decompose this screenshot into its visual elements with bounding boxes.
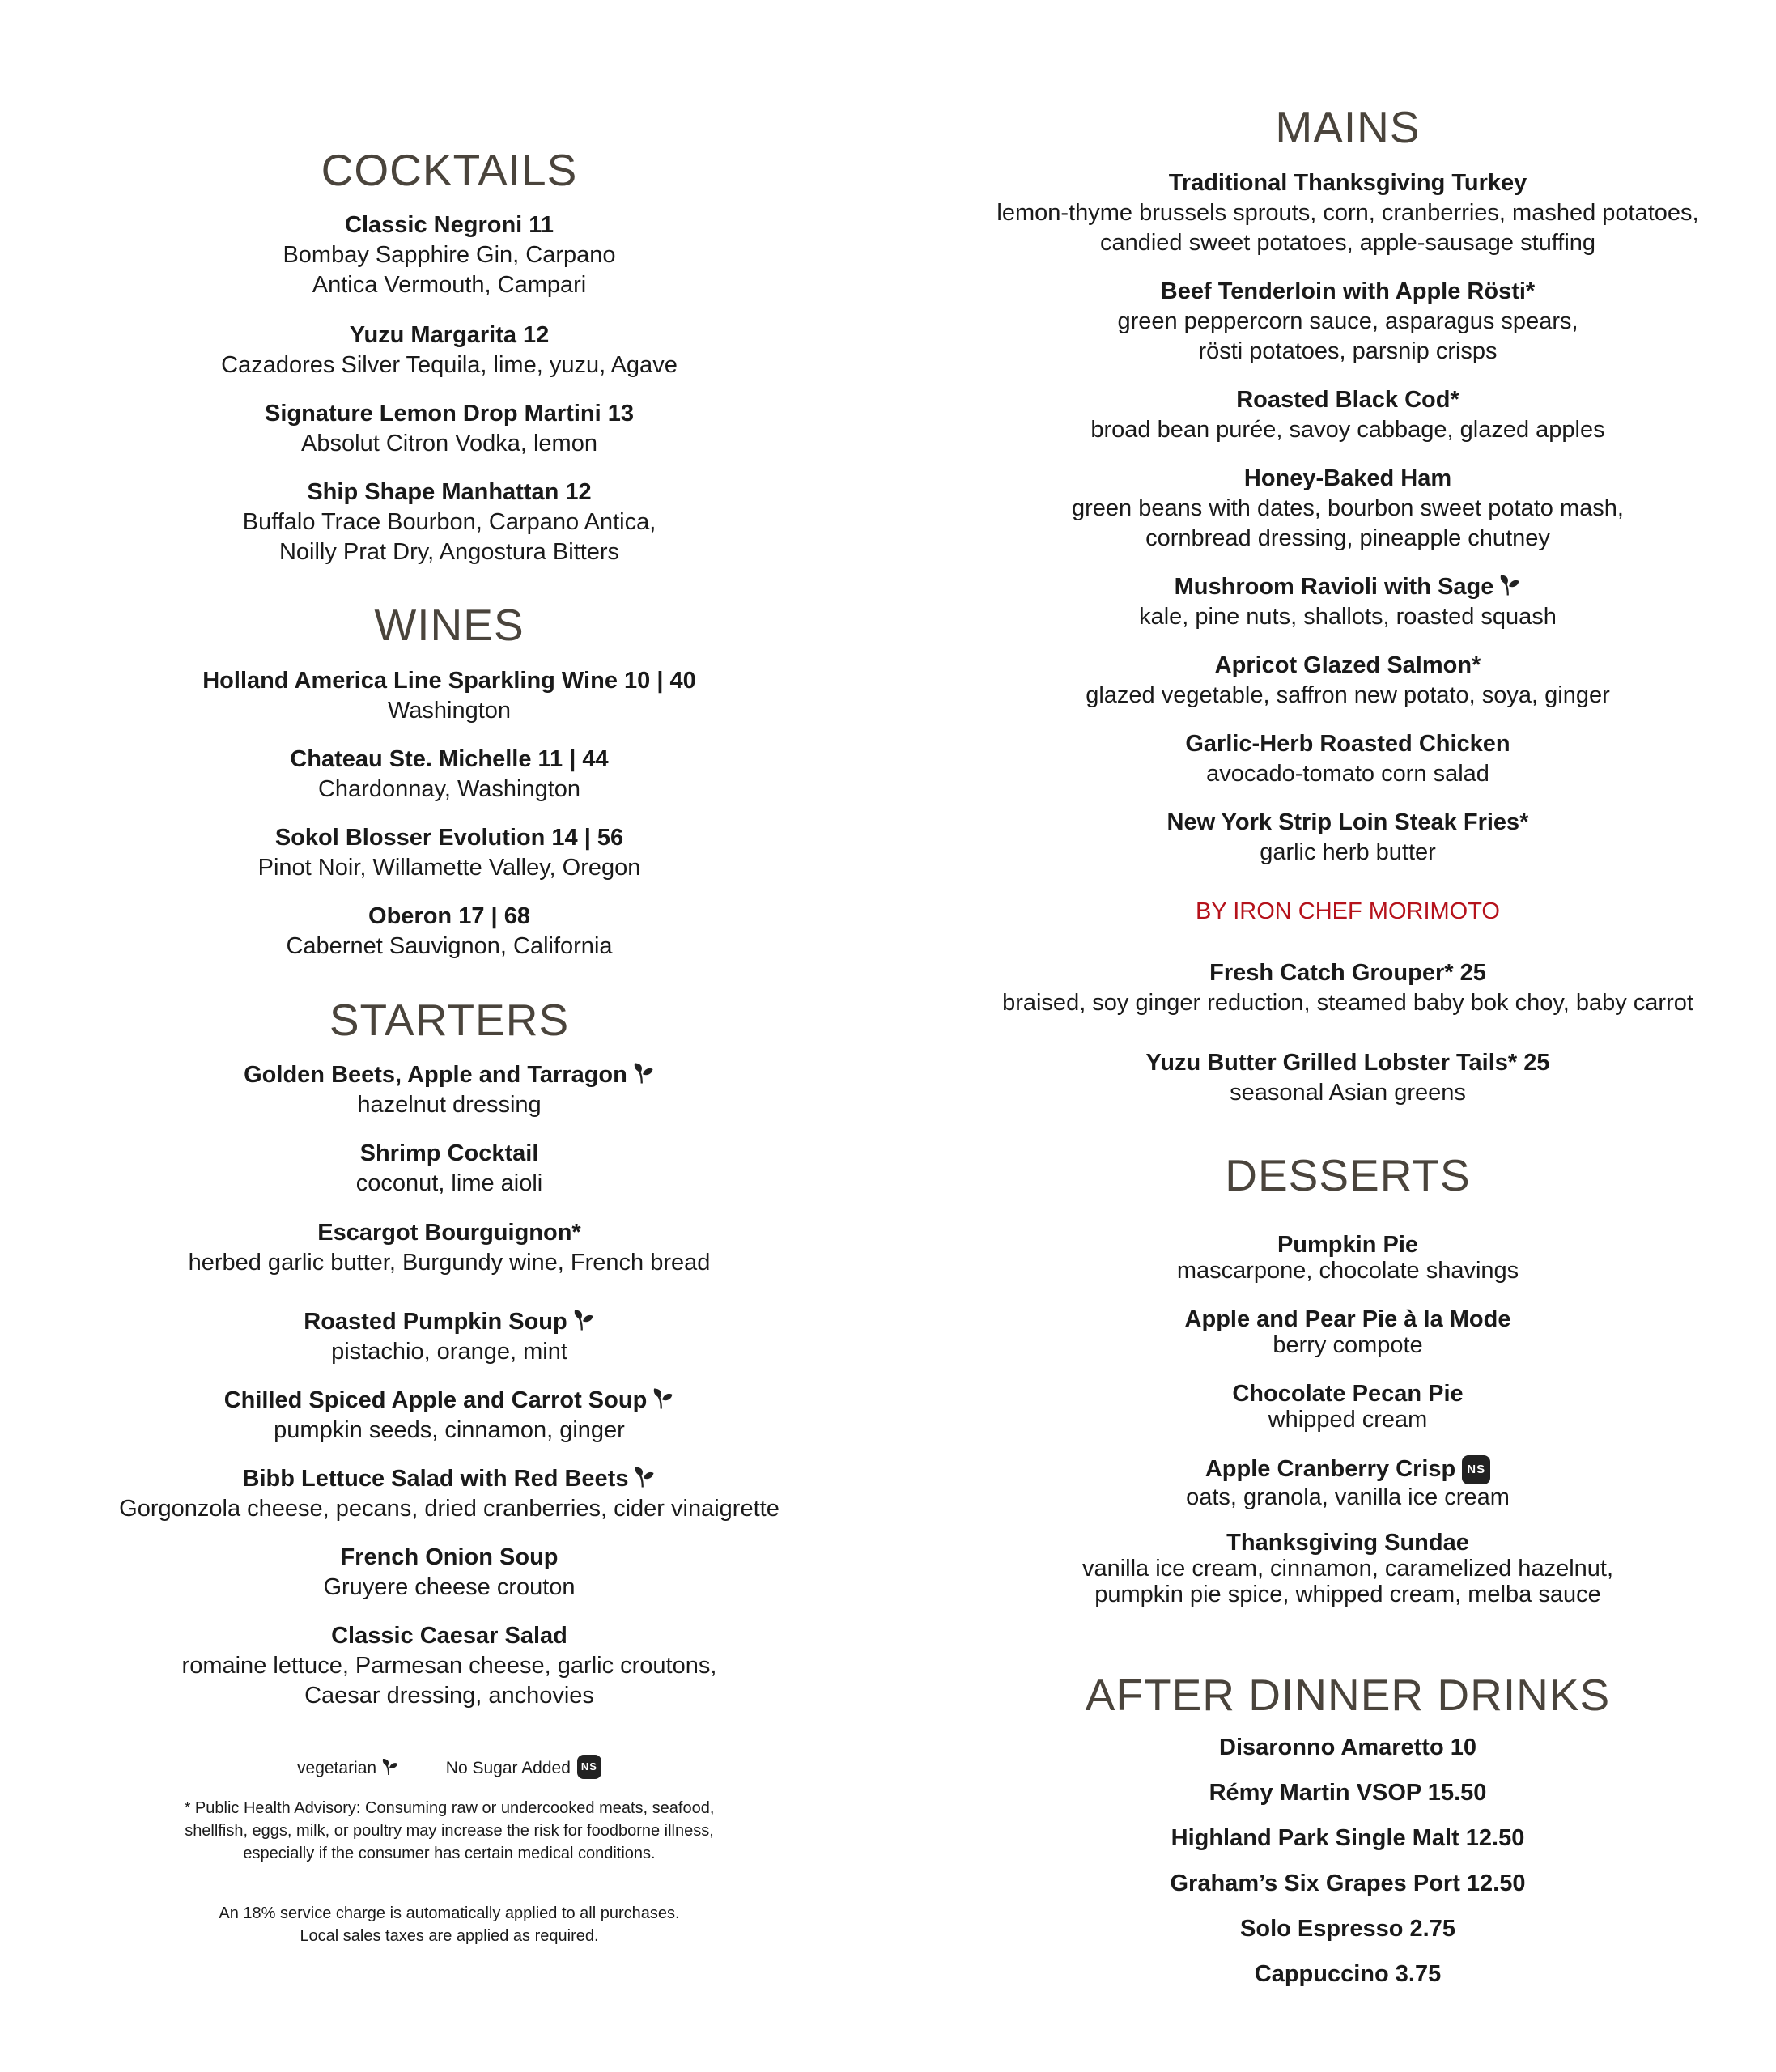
item-name: Shrimp Cocktail	[359, 1140, 539, 1166]
item-name: Thanksgiving Sundae	[1226, 1530, 1469, 1556]
item-name: Sokol Blosser Evolution 14 | 56	[274, 825, 624, 851]
after-dinner-drinks-title: AFTER DINNER DRINKS	[1085, 1670, 1611, 1720]
drink-item: Graham’s Six Grapes Port 12.50	[1170, 1870, 1526, 1896]
item-desc: Pinot Noir, Willamette Valley, Oregon	[257, 855, 641, 881]
item-desc: herbed garlic butter, Burgundy wine, French bread	[188, 1250, 711, 1276]
menu-item	[113, 1060, 785, 1120]
item-desc: cornbread dressing, pineapple chutney	[1145, 525, 1550, 551]
item-desc: Buffalo Trace Bourbon, Carpano Antica,	[242, 509, 656, 535]
advisory-line: shellfish, eggs, milk, or poultry may increase the risk for foodborne illness,	[185, 1822, 714, 1840]
item-name: Escargot Bourguignon*	[317, 1220, 581, 1246]
item-desc: whipped cream	[1268, 1407, 1428, 1433]
drink-item: Solo Espresso 2.75	[1240, 1916, 1455, 1942]
item-desc: vanilla ice cream, cinnamon, caramelized hazelnut,	[1081, 1556, 1614, 1582]
service-line: Local sales taxes are applied as required.	[300, 1927, 599, 1945]
item-name: Apricot Glazed Salmon*	[1214, 652, 1481, 678]
menu-item	[113, 902, 785, 962]
item-name: Holland America Line Sparkling Wine 10 | 40	[202, 668, 696, 694]
drink-item: Highland Park Single Malt 12.50	[1171, 1825, 1525, 1851]
no-sugar-badge-icon: NS	[1462, 1455, 1490, 1484]
item-name: Traditional Thanksgiving Turkey	[1168, 170, 1527, 196]
item-desc: glazed vegetable, saffron new potato, soya, ginger	[1086, 682, 1610, 708]
item-desc: avocado-tomato corn salad	[1206, 761, 1489, 787]
vegetarian-leaf-icon	[1497, 573, 1521, 597]
menu-item	[992, 808, 1704, 868]
menu-item	[992, 958, 1704, 1018]
wines-title: WINES	[374, 600, 525, 650]
item-desc: rösti potatoes, parsnip crisps	[1198, 338, 1498, 364]
starters-title: STARTERS	[329, 995, 570, 1045]
item-name: Yuzu Butter Grilled Lobster Tails* 25	[1145, 1050, 1550, 1076]
menu-item	[113, 1307, 785, 1367]
item-desc: seasonal Asian greens	[1230, 1080, 1466, 1106]
item-name: Garlic-Herb Roasted Chicken	[1185, 731, 1510, 757]
item-name: Chateau Ste. Michelle 11 | 44	[290, 746, 609, 772]
item-desc: candied sweet potatoes, apple-sausage stuffing	[1099, 230, 1596, 256]
item-desc: mascarpone, chocolate shavings	[1176, 1258, 1519, 1284]
menu-item	[992, 729, 1704, 789]
menu-item	[992, 1381, 1704, 1433]
item-desc: pumpkin seeds, cinnamon, ginger	[274, 1417, 625, 1443]
no-sugar-badge-icon: NS	[577, 1755, 601, 1779]
item-name: Chilled Spiced Apple and Carrot Soup	[223, 1387, 648, 1413]
menu-item	[113, 321, 785, 380]
item-name: Classic Caesar Salad	[331, 1623, 567, 1649]
menu-item	[113, 1543, 785, 1603]
item-desc: Gruyere cheese crouton	[323, 1574, 576, 1600]
item-desc: pumpkin pie spice, whipped cream, melba sauce	[1094, 1582, 1601, 1607]
item-desc: Gorgonzola cheese, pecans, dried cranberries, cider vinaigrette	[119, 1496, 780, 1522]
drink-item: Rémy Martin VSOP 15.50	[1209, 1780, 1487, 1806]
menu-item	[992, 464, 1704, 554]
vegetarian-leaf-icon	[650, 1386, 674, 1411]
drink-item: Disaronno Amaretto 10	[1219, 1734, 1476, 1760]
item-name: Mushroom Ravioli with Sage	[1174, 574, 1494, 600]
item-name: Apple Cranberry Crisp	[1205, 1456, 1456, 1482]
item-name: Classic Negroni 11	[345, 212, 554, 238]
menu-item	[992, 1232, 1704, 1284]
legend-vegetarian-label: vegetarian	[297, 1759, 377, 1777]
item-desc: oats, granola, vanilla ice cream	[1186, 1484, 1510, 1510]
item-desc: Bombay Sapphire Gin, Carpano	[283, 242, 616, 268]
menu-item	[113, 1386, 785, 1446]
service-charge-note	[113, 1902, 785, 1947]
menu-item	[992, 277, 1704, 367]
vegetarian-leaf-icon	[380, 1757, 399, 1777]
item-desc: coconut, lime aioli	[355, 1170, 543, 1196]
menu-item	[992, 1048, 1704, 1108]
item-desc: Antica Vermouth, Campari	[312, 272, 587, 298]
item-name: Golden Beets, Apple and Tarragon	[244, 1062, 627, 1088]
menu-item	[992, 1455, 1704, 1510]
item-name: Chocolate Pecan Pie	[1232, 1381, 1464, 1407]
menu-item	[992, 168, 1704, 258]
item-name: Oberon 17 | 68	[368, 903, 530, 929]
item-desc: Noilly Prat Dry, Angostura Bitters	[278, 539, 620, 565]
item-name: Honey-Baked Ham	[1243, 465, 1452, 491]
vegetarian-leaf-icon	[571, 1308, 595, 1332]
legend-no-sugar-label: No Sugar Added	[445, 1759, 571, 1777]
item-desc: garlic herb butter	[1260, 839, 1436, 865]
menu-item	[113, 399, 785, 459]
item-desc: hazelnut dressing	[357, 1092, 542, 1118]
vegetarian-leaf-icon	[631, 1465, 656, 1489]
menu-item	[113, 1464, 785, 1524]
menu-item	[992, 385, 1704, 445]
item-name: Apple and Pear Pie à la Mode	[1184, 1306, 1511, 1332]
item-name: Pumpkin Pie	[1277, 1232, 1419, 1258]
vegetarian-leaf-icon	[631, 1061, 655, 1085]
service-line: An 18% service charge is automatically applied to all purchases.	[219, 1904, 680, 1922]
item-name: Roasted Black Cod*	[1236, 387, 1459, 413]
morimoto-subtitle: BY IRON CHEF MORIMOTO	[1196, 898, 1500, 924]
item-desc: Cazadores Silver Tequila, lime, yuzu, Agave	[221, 352, 678, 378]
advisory-line: * Public Health Advisory: Consuming raw or undercooked meats, seafood,	[184, 1799, 715, 1817]
menu-item	[113, 1621, 785, 1711]
desserts-title: DESSERTS	[1225, 1150, 1471, 1200]
item-name: Fresh Catch Grouper* 25	[1209, 960, 1486, 986]
menu-item	[113, 478, 785, 567]
drink-item: Cappuccino 3.75	[1254, 1961, 1442, 1987]
menu-item	[113, 210, 785, 300]
menu-item	[992, 1306, 1704, 1358]
item-desc: braised, soy ginger reduction, steamed baby bok choy, baby carrot	[1002, 990, 1693, 1016]
item-desc: lemon-thyme brussels sprouts, corn, cranberries, mashed potatoes,	[996, 200, 1699, 226]
menu-item	[992, 1530, 1704, 1607]
item-name: Ship Shape Manhattan 12	[307, 479, 592, 505]
item-name: Beef Tenderloin with Apple Rösti*	[1160, 278, 1536, 304]
menu-item	[113, 745, 785, 805]
item-name: Bibb Lettuce Salad with Red Beets	[242, 1466, 629, 1492]
item-desc: green beans with dates, bourbon sweet potato mash,	[1072, 495, 1624, 521]
item-name: Roasted Pumpkin Soup	[304, 1309, 567, 1335]
menu-item	[113, 666, 785, 726]
item-name: New York Strip Loin Steak Fries*	[1166, 809, 1529, 835]
item-name: Yuzu Margarita 12	[349, 322, 550, 348]
item-name: Signature Lemon Drop Martini 13	[265, 401, 634, 427]
item-name: French Onion Soup	[340, 1544, 559, 1570]
item-desc: berry compote	[1273, 1332, 1423, 1358]
legend	[113, 1755, 785, 1780]
item-desc: Absolut Citron Vodka, lemon	[301, 431, 597, 456]
menu-item	[113, 823, 785, 883]
cocktails-title: COCKTAILS	[321, 145, 578, 195]
health-advisory	[113, 1797, 785, 1865]
mains-title: MAINS	[1275, 102, 1421, 152]
item-desc: Chardonnay, Washington	[317, 776, 581, 802]
item-desc: Washington	[387, 698, 512, 724]
item-desc: green peppercorn sauce, asparagus spears,	[1117, 308, 1578, 334]
advisory-line: especially if the consumer has certain medical conditions.	[243, 1845, 656, 1862]
item-desc: Cabernet Sauvignon, California	[286, 933, 613, 959]
item-desc: pistachio, orange, mint	[331, 1339, 567, 1365]
item-desc: romaine lettuce, Parmesan cheese, garlic croutons,	[181, 1653, 717, 1679]
item-desc: kale, pine nuts, shallots, roasted squash	[1139, 604, 1557, 630]
menu-item	[992, 572, 1704, 632]
menu-item	[113, 1139, 785, 1199]
menu-item	[992, 651, 1704, 711]
menu-item	[113, 1218, 785, 1278]
item-desc: Caesar dressing, anchovies	[304, 1683, 594, 1709]
item-desc: broad bean purée, savoy cabbage, glazed apples	[1090, 417, 1605, 443]
